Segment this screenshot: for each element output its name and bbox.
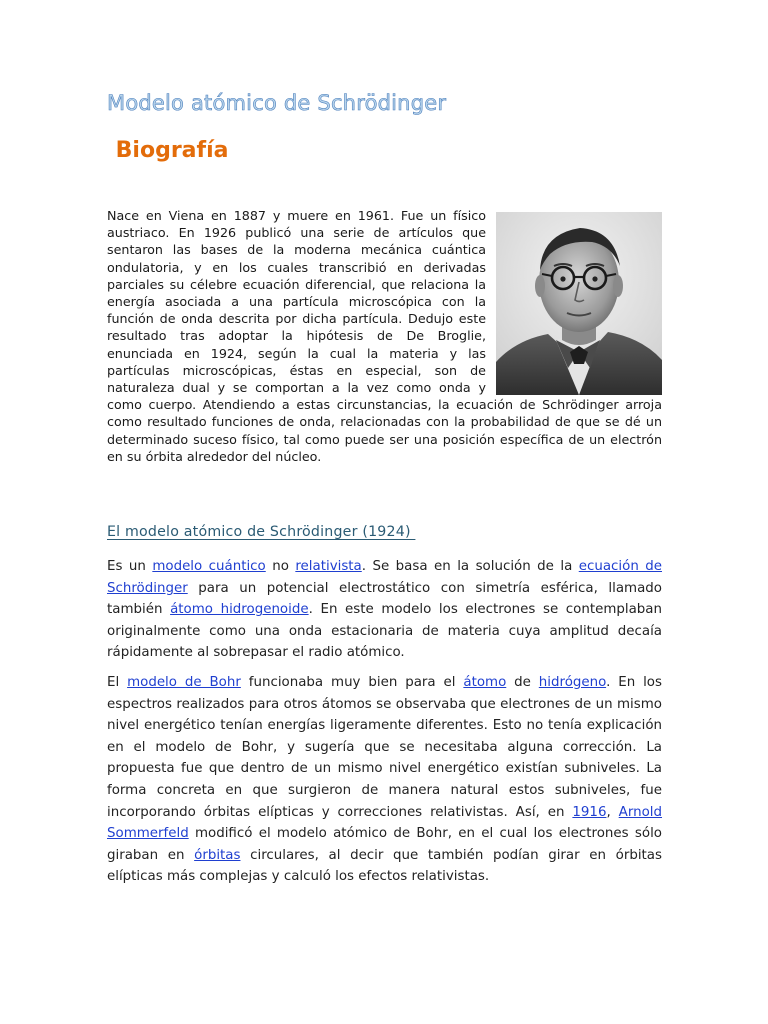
paragraph-quantum-model bbox=[107, 556, 662, 664]
link-arnold-sommerfeld[interactable]: Arnold Sommerfeld bbox=[107, 804, 663, 842]
paragraph-bohr-model bbox=[107, 672, 662, 888]
biography-heading: Biografía bbox=[108, 138, 229, 163]
text-run: de bbox=[506, 674, 539, 690]
link-hidrogeno[interactable]: hidrógeno bbox=[538, 674, 607, 690]
text-run: circulares, al decir que también podían girar en órbitas elípticas más complejas y calculó los efectos relativistas. bbox=[107, 847, 662, 885]
link-atomo-hidrogenoide[interactable]: átomo hidrogenoide bbox=[170, 602, 309, 618]
text-run: , bbox=[606, 804, 619, 820]
link-modelo-cuantico[interactable]: modelo cuántico bbox=[152, 559, 266, 574]
document-title: Modelo atómico de Schrödinger bbox=[107, 91, 447, 115]
text-run: no bbox=[265, 559, 296, 574]
link-relativista[interactable]: relativista bbox=[295, 559, 362, 574]
section-heading: El modelo atómico de Schrödinger (1924) bbox=[107, 524, 416, 540]
biography-section bbox=[107, 207, 662, 465]
text-run: modificó el modelo atómico de Bohr, en el cual los electrones sólo giraban en bbox=[107, 826, 662, 863]
text-run: Es un bbox=[107, 559, 153, 574]
link-atomo[interactable]: átomo bbox=[463, 674, 507, 690]
biography-text: Nace en Viena en 1887 y muere en 1961. Fue un físico austriaco. En 1926 publicó una serie de artículos que sentaron las bases de la moderna mecánica cuántica ondulatoria, y en los cuales transcribió en derivadas parciales su célebre ecuación diferencial, que relaciona la energía asociada a una partícula microscópica con la función de onda descrita por dicha partícula. Dedujo este resultado tras adoptar la hipótesis de De Broglie, enunciada en 1924, según la cual la materia y las partículas microscópicas, éstas en especial, son de naturaleza dual y se comportan a la vez como onda y como cuerpo. Atendiendo a estas circunstancias, la ecuación de Schrödinger arroja como resultado funciones de onda, relacionadas con la probabilidad de que se dé un determinado suceso físico, tal como puede ser una posición específica de un electrón en su órbita alrededor del núcleo. bbox=[107, 208, 662, 464]
link-ecuacion-de-schrodinger[interactable]: ecuación de Schrödinger bbox=[107, 559, 662, 596]
link-orbitas[interactable]: órbitas bbox=[194, 847, 241, 863]
schrodinger-portrait bbox=[496, 212, 662, 395]
text-run: para un potencial electrostático con simetría esférica, llamado también bbox=[107, 580, 662, 618]
text-run: . En los espectros realizados para otros átomos se observaba que electrones de un mismo nivel energético tenían energías ligeramente diferentes. Esto no tenía explicación en el modelo de Bohr, y sugería que se necesitaba alguna corrección. La propuesta fue que dentro de un mismo nivel energético existían subniveles. La forma concreta en que surgieron de manera natural estos subniveles, fue incorporando órbitas elípticas y correcciones relativistas. Así, en bbox=[107, 674, 662, 820]
text-run: . En este modelo los electrones se contemplaban originalmente como una onda estacionaria de materia cuya amplitud decaía rápidamente al sobrepasar el radio atómico. bbox=[107, 602, 662, 661]
text-run: funcionaba muy bien para el bbox=[240, 674, 464, 690]
text-run: El bbox=[107, 674, 128, 690]
link-1916[interactable]: 1916 bbox=[572, 804, 607, 820]
article-body bbox=[107, 556, 662, 896]
link-modelo-de-bohr[interactable]: modelo de Bohr bbox=[127, 674, 241, 690]
text-run: . Se basa en la solución de la bbox=[361, 559, 579, 574]
